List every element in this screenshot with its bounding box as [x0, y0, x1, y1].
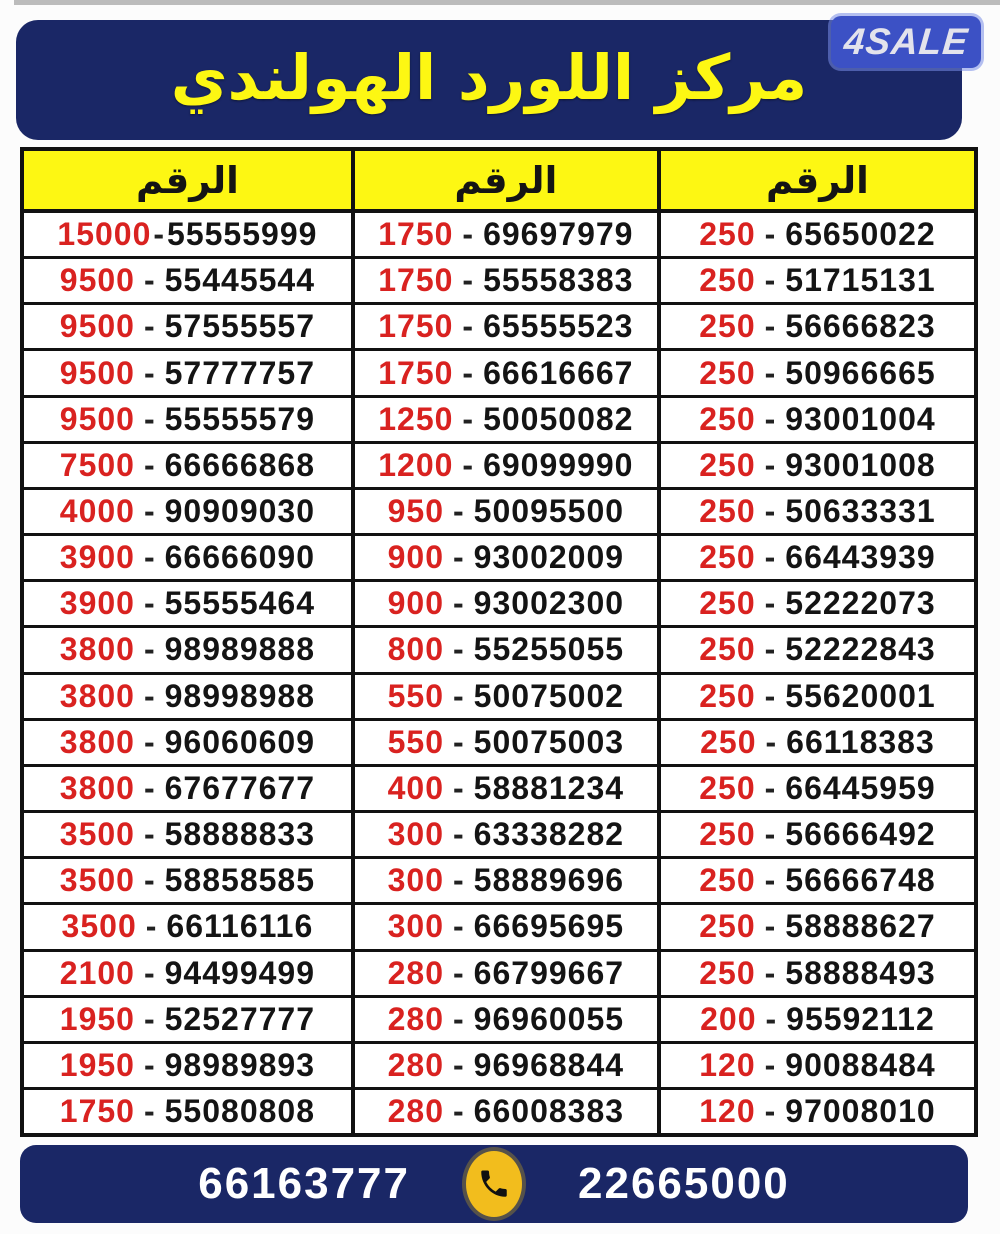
- phone-number-value: 58889696: [473, 862, 625, 899]
- separator-dash: -: [453, 723, 465, 760]
- separator-dash: -: [764, 862, 777, 899]
- phone-number-value: 63338282: [473, 816, 625, 853]
- phone-number-value: 55445544: [164, 262, 315, 299]
- table-row: [24, 813, 351, 859]
- separator-dash: -: [764, 585, 777, 622]
- separator-dash: -: [453, 1000, 465, 1037]
- price-value: 250: [699, 585, 756, 622]
- table-row: [355, 259, 657, 305]
- table-column-left: [24, 151, 351, 1133]
- table-row: [661, 628, 974, 674]
- price-value: 9500: [59, 400, 135, 437]
- table-row: [24, 952, 351, 998]
- table-row: [661, 444, 974, 490]
- price-value: 250: [699, 354, 756, 391]
- separator-dash: -: [765, 723, 778, 760]
- price-value: 250: [699, 862, 756, 899]
- separator-dash: -: [453, 908, 465, 945]
- price-value: 250: [699, 954, 756, 991]
- separator-dash: -: [143, 262, 156, 299]
- price-value: 120: [699, 1046, 756, 1083]
- table-row: [661, 1090, 974, 1133]
- table-row: [355, 490, 657, 536]
- price-value: 1750: [378, 262, 454, 299]
- price-value: 250: [699, 677, 756, 714]
- phone-number-value: 58888627: [785, 908, 936, 945]
- phone-number-value: 96960055: [473, 1000, 625, 1037]
- phone-icon: [462, 1147, 526, 1221]
- phone-number-value: 56666492: [785, 816, 936, 853]
- table-row: [355, 952, 657, 998]
- column-body: [24, 213, 351, 1133]
- price-value: 280: [387, 1046, 445, 1083]
- price-value: 250: [699, 539, 756, 576]
- table-row: [24, 536, 351, 582]
- table-row: [355, 351, 657, 397]
- separator-dash: -: [143, 1046, 156, 1083]
- separator-dash: -: [764, 1093, 777, 1130]
- price-value: 1250: [378, 400, 454, 437]
- price-value: 3900: [59, 585, 135, 622]
- separator-dash: -: [453, 585, 465, 622]
- table-row: [355, 1044, 657, 1090]
- separator-dash: -: [153, 216, 166, 253]
- separator-dash: -: [462, 400, 475, 437]
- contact-number-left[interactable]: 66163777: [198, 1159, 410, 1208]
- phone-number-value: 65555523: [483, 308, 634, 345]
- phone-numbers-table: [20, 147, 978, 1137]
- phone-number-value: 93002009: [473, 539, 625, 576]
- table-row: [24, 444, 351, 490]
- table-row: [24, 305, 351, 351]
- phone-number-value: 55620001: [785, 677, 936, 714]
- table-row: [661, 675, 974, 721]
- price-value: 200: [700, 1000, 757, 1037]
- phone-number-value: 66666090: [164, 539, 315, 576]
- price-value: 280: [387, 954, 445, 991]
- separator-dash: -: [143, 493, 156, 530]
- separator-dash: -: [764, 954, 777, 991]
- table-row: [661, 305, 974, 351]
- table-row: [24, 1044, 351, 1090]
- separator-dash: -: [453, 539, 465, 576]
- price-value: 900: [387, 539, 445, 576]
- separator-dash: -: [145, 908, 158, 945]
- separator-dash: -: [143, 585, 156, 622]
- separator-dash: -: [765, 1000, 778, 1037]
- table-row: [355, 905, 657, 951]
- phone-number-value: 55555464: [164, 585, 315, 622]
- price-value: 250: [699, 262, 756, 299]
- phone-number-value: 98989893: [164, 1046, 315, 1083]
- phone-number-value: 67677677: [164, 769, 315, 806]
- separator-dash: -: [764, 308, 777, 345]
- phone-number-value: 98998988: [164, 677, 315, 714]
- table-row: [661, 905, 974, 951]
- table-row: [24, 582, 351, 628]
- phone-number-value: 51715131: [785, 262, 936, 299]
- price-value: 1950: [59, 1000, 135, 1037]
- price-value: 15000: [57, 216, 152, 253]
- table-row: [661, 259, 974, 305]
- phone-number-value: 58881234: [473, 769, 625, 806]
- price-value: 1200: [378, 446, 454, 483]
- contact-number-right[interactable]: 22665000: [578, 1159, 790, 1208]
- phone-number-value: 93002300: [473, 585, 625, 622]
- phone-number-value: 66445959: [785, 769, 936, 806]
- table-row: [661, 490, 974, 536]
- table-row: [24, 767, 351, 813]
- separator-dash: -: [143, 354, 156, 391]
- table-row: [355, 444, 657, 490]
- phone-number-value: 50075002: [473, 677, 625, 714]
- phone-number-value: 50095500: [473, 493, 625, 530]
- table-row: [661, 398, 974, 444]
- price-value: 300: [387, 862, 445, 899]
- separator-dash: -: [453, 769, 465, 806]
- price-value: 1750: [378, 216, 454, 253]
- table-row: [24, 490, 351, 536]
- phone-number-value: 98989888: [164, 631, 315, 668]
- table-row: [355, 859, 657, 905]
- price-value: 900: [387, 585, 445, 622]
- phone-number-value: 66443939: [785, 539, 936, 576]
- separator-dash: -: [764, 816, 777, 853]
- separator-dash: -: [453, 677, 465, 714]
- table-row: [24, 398, 351, 444]
- phone-number-value: 55555999: [167, 216, 318, 253]
- phone-number-value: 66616667: [483, 354, 634, 391]
- phone-number-value: 93001004: [785, 400, 936, 437]
- table-row: [24, 213, 351, 259]
- phone-number-value: 95592112: [786, 1000, 935, 1037]
- table-row: [24, 351, 351, 397]
- price-value: 300: [387, 816, 445, 853]
- separator-dash: -: [143, 954, 156, 991]
- separator-dash: -: [453, 816, 465, 853]
- phone-number-value: 66666868: [164, 446, 315, 483]
- price-value: 3500: [59, 862, 135, 899]
- table-column-right: [661, 151, 974, 1133]
- price-value: 4000: [59, 493, 135, 530]
- table-row: [355, 1090, 657, 1133]
- phone-number-value: 50633331: [785, 493, 936, 530]
- separator-dash: -: [143, 816, 156, 853]
- separator-dash: -: [143, 308, 156, 345]
- price-value: 9500: [59, 262, 135, 299]
- price-value: 250: [699, 308, 756, 345]
- table-row: [661, 213, 974, 259]
- price-value: 280: [387, 1093, 445, 1130]
- phone-number-value: 66799667: [473, 954, 625, 991]
- phone-number-value: 96060609: [164, 723, 315, 760]
- table-row: [355, 628, 657, 674]
- table-row: [661, 1044, 974, 1090]
- phone-number-value: 57555557: [164, 308, 315, 345]
- separator-dash: -: [462, 446, 475, 483]
- phone-number-value: 90909030: [164, 493, 315, 530]
- table-row: [355, 998, 657, 1044]
- separator-dash: -: [453, 1093, 465, 1130]
- phone-number-value: 50966665: [785, 354, 936, 391]
- phone-number-value: 94499499: [164, 954, 315, 991]
- table-row: [24, 259, 351, 305]
- separator-dash: -: [462, 308, 475, 345]
- separator-dash: -: [764, 262, 777, 299]
- separator-dash: -: [764, 493, 777, 530]
- price-value: 1750: [378, 354, 454, 391]
- table-row: [661, 813, 974, 859]
- phone-number-value: 50050082: [483, 400, 634, 437]
- price-value: 250: [699, 493, 756, 530]
- price-value: 2100: [59, 954, 135, 991]
- phone-number-value: 55555579: [164, 400, 315, 437]
- separator-dash: -: [453, 954, 465, 991]
- price-value: 550: [387, 677, 445, 714]
- price-value: 400: [387, 769, 445, 806]
- phone-number-value: 66116116: [166, 908, 314, 945]
- phone-number-value: 66695695: [473, 908, 625, 945]
- table-row: [355, 536, 657, 582]
- table-row: [355, 675, 657, 721]
- price-value: 3500: [59, 816, 135, 853]
- phone-number-value: 97008010: [785, 1093, 936, 1130]
- price-value: 250: [699, 769, 756, 806]
- price-value: 7500: [59, 446, 135, 483]
- table-row: [24, 859, 351, 905]
- table-row: [661, 767, 974, 813]
- separator-dash: -: [764, 446, 777, 483]
- page-title: مركز اللورد الهولندي: [170, 40, 808, 114]
- separator-dash: -: [462, 354, 475, 391]
- price-value: 1750: [378, 308, 454, 345]
- table-row: [24, 1090, 351, 1133]
- table-column-middle: [351, 151, 661, 1133]
- price-value: 1750: [59, 1093, 135, 1130]
- table-row: [24, 675, 351, 721]
- separator-dash: -: [453, 1046, 465, 1083]
- price-value: 250: [699, 216, 756, 253]
- column-body: [661, 213, 974, 1133]
- price-value: 250: [699, 400, 756, 437]
- price-value: 3800: [59, 723, 135, 760]
- 4sale-logo-text: 4SALE: [842, 21, 970, 62]
- price-value: 950: [387, 493, 445, 530]
- phone-number-value: 52527777: [164, 1000, 315, 1037]
- separator-dash: -: [143, 723, 156, 760]
- phone-number-value: 56666823: [785, 308, 936, 345]
- separator-dash: -: [764, 354, 777, 391]
- contact-footer-bar: [20, 1145, 968, 1223]
- table-row: [355, 582, 657, 628]
- phone-number-value: 66118383: [786, 723, 935, 760]
- phone-number-value: 90088484: [785, 1046, 936, 1083]
- phone-number-value: 50075003: [473, 723, 625, 760]
- separator-dash: -: [764, 216, 777, 253]
- separator-dash: -: [143, 1093, 156, 1130]
- phone-number-value: 57777757: [164, 354, 315, 391]
- price-value: 550: [387, 723, 445, 760]
- phone-number-value: 69697979: [483, 216, 634, 253]
- phone-number-value: 96968844: [473, 1046, 625, 1083]
- price-value: 800: [387, 631, 445, 668]
- separator-dash: -: [143, 862, 156, 899]
- separator-dash: -: [764, 769, 777, 806]
- price-value: 3800: [59, 677, 135, 714]
- separator-dash: -: [453, 862, 465, 899]
- table-row: [355, 305, 657, 351]
- separator-dash: -: [764, 1046, 777, 1083]
- table-row: [661, 351, 974, 397]
- table-row: [24, 628, 351, 674]
- table-row: [355, 398, 657, 444]
- price-value: 280: [387, 1000, 445, 1037]
- price-value: 9500: [59, 354, 135, 391]
- price-value: 120: [699, 1093, 756, 1130]
- separator-dash: -: [764, 400, 777, 437]
- phone-number-value: 93001008: [785, 446, 936, 483]
- table-row: [661, 952, 974, 998]
- separator-dash: -: [143, 1000, 156, 1037]
- separator-dash: -: [764, 908, 777, 945]
- column-header: الرقم: [24, 151, 351, 213]
- table-row: [661, 998, 974, 1044]
- price-value: 3900: [59, 539, 135, 576]
- phone-number-value: 65650022: [785, 216, 936, 253]
- price-value: 250: [699, 446, 756, 483]
- price-value: 3800: [59, 631, 135, 668]
- price-value: 300: [387, 908, 445, 945]
- price-value: 250: [699, 816, 756, 853]
- price-value: 3500: [61, 908, 137, 945]
- separator-dash: -: [764, 631, 777, 668]
- table-row: [24, 721, 351, 767]
- top-divider: [14, 0, 1000, 5]
- column-body: [355, 213, 657, 1133]
- table-row: [355, 813, 657, 859]
- phone-number-value: 52222073: [785, 585, 936, 622]
- phone-number-value: 55558383: [483, 262, 634, 299]
- phone-number-value: 56666748: [785, 862, 936, 899]
- separator-dash: -: [462, 216, 475, 253]
- table-row: [661, 582, 974, 628]
- table-row: [355, 213, 657, 259]
- table-row: [661, 859, 974, 905]
- separator-dash: -: [143, 446, 156, 483]
- phone-number-value: 69099990: [483, 446, 634, 483]
- price-value: 250: [699, 908, 756, 945]
- table-row: [355, 767, 657, 813]
- table-row: [661, 536, 974, 582]
- table-row: [355, 721, 657, 767]
- phone-number-value: 55255055: [473, 631, 625, 668]
- price-value: 3800: [59, 769, 135, 806]
- separator-dash: -: [453, 493, 465, 530]
- column-header: الرقم: [355, 151, 657, 213]
- table-row: [24, 905, 351, 951]
- separator-dash: -: [143, 631, 156, 668]
- phone-number-value: 55080808: [164, 1093, 315, 1130]
- table-row: [661, 721, 974, 767]
- separator-dash: -: [143, 769, 156, 806]
- 4sale-logo[interactable]: [831, 16, 981, 68]
- separator-dash: -: [764, 539, 777, 576]
- table-row: [24, 998, 351, 1044]
- price-value: 9500: [59, 308, 135, 345]
- separator-dash: -: [764, 677, 777, 714]
- phone-number-value: 58888493: [785, 954, 936, 991]
- separator-dash: -: [143, 539, 156, 576]
- title-bar: [16, 20, 962, 140]
- phone-number-value: 52222843: [785, 631, 936, 668]
- phone-number-value: 66008383: [473, 1093, 625, 1130]
- separator-dash: -: [453, 631, 465, 668]
- price-value: 1950: [59, 1046, 135, 1083]
- price-value: 250: [700, 723, 757, 760]
- price-value: 250: [699, 631, 756, 668]
- separator-dash: -: [143, 677, 156, 714]
- separator-dash: -: [462, 262, 475, 299]
- separator-dash: -: [143, 400, 156, 437]
- phone-number-value: 58888833: [164, 816, 315, 853]
- phone-number-value: 58858585: [164, 862, 315, 899]
- column-header: الرقم: [661, 151, 974, 213]
